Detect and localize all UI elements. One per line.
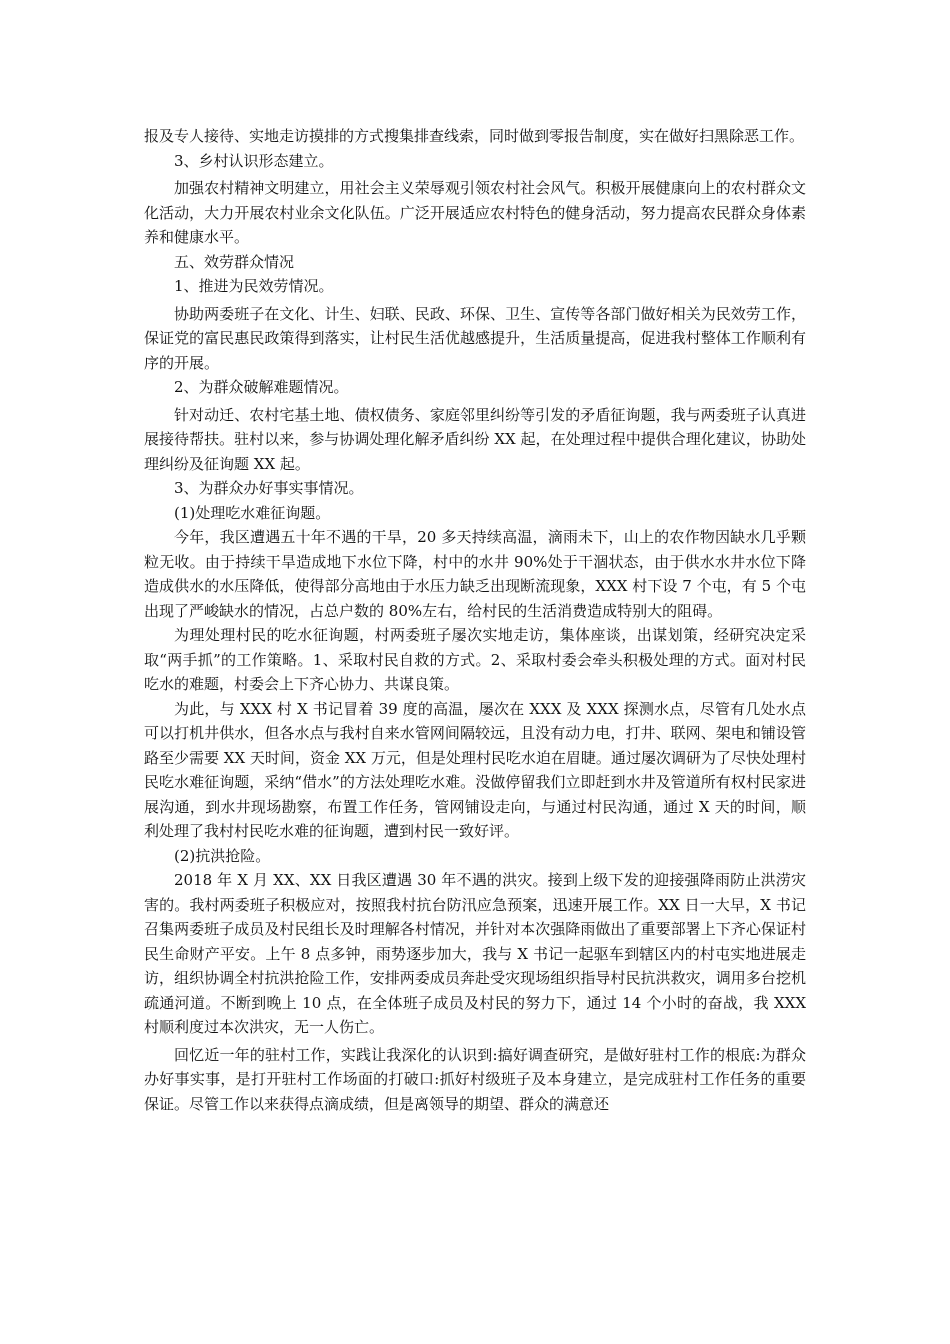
paragraph-drought: 今年，我区遭遇五十年不遇的干旱，20 多天持续高温，滴雨未下，山上的农作物因缺水几乎颗粒无收。由于持续干旱造成地下水位下降，村中的水井 90%处于干涸状态，由于供水水井水位下降造成供水的水压降低，使得部分高地由于水压力缺乏出现断流现象，XXX 村下设 7 个屯，有 5 个屯出现了严峻缺水的情况，占总户数的 80%左右，给村民的生活消费造成特别大的阻碍。 [144,528,806,620]
heading-water-problem: (1)处理吃水难征询题。 [174,503,331,522]
heading-flood-rescue: (2)抗洪抢险。 [174,846,271,865]
paragraph-flood: 2018 年 X 月 XX、XX 日我区遭遇 30 年不遇的洪灾。接到上级下发的迎接强降雨防止洪涝灾害的。我村两委班子积极应对，按照我村抗台防汛应急预案，迅速开展工作。XX 日一大早，X 书记召集两委班子成员及村民组长及时理解各村情况，并针对本次强降雨做出了重要部署上下齐心保证村民生命财产平安。上午 8 点多钟，雨势逐步加大，我与 X 书记一起驱车到辖区内的村屯实地进展走访，组织协调全村抗洪抢险工作，安排两委成员奔赴受灾现场组织指导村民抗洪救灾，调用多台挖机疏通河道。不断到晚上 10 点，在全体班子成员及村民的努力下，通过 14 个小时的奋战，我 XXX 村顺利度过本次洪灾，无一人伤亡。 [144,871,806,1036]
heading-solve-problems: 2、为群众破解难题情况。 [174,378,349,396]
paragraph-disputes: 针对动迁、农村宅基土地、债权债务、家庭邻里纠纷等引发的矛盾征询题，我与两委班子认真进展接待帮扶。驻村以来，参与协调处理化解矛盾纠纷 XX 起，在处理过程中提供合理化建议，协助处理纠纷及征询题 XX 起。 [144,405,806,473]
paragraph-assist-committees: 协助两委班子在文化、计生、妇联、民政、环保、卫生、宣传等各部门做好相关为民效劳工作，保证党的富民惠民政策得到落实，让村民生活优越感提升，生活质量提高，促进我村整体工作顺利有序的开展。 [144,304,806,372]
heading-promote-service: 1、推进为民效劳情况。 [174,277,334,295]
paragraph-civilization: 加强农村精神文明建立，用社会主义荣辱观引领农村社会风气。积极开展健康向上的农村群众文化活动，大力开展农村业余文化队伍。广泛开展适应农村特色的健身活动，努力提高农民群众身体素养和健康水平。 [144,179,806,246]
paragraph-water-strategy: 为理处理村民的吃水征询题，村两委班子屡次实地走访，集体座谈，出谋划策，经研究决定采取“两手抓”的工作策略。1、采取村民自救的方式。2、采取村委会牵头积极处理的方式。面对村民吃水的难题，村委会上下齐心协力、共谋良策。 [144,626,806,693]
paragraph-borrow-water: 为此，与 XXX 村 X 书记冒着 39 度的高温，屡次在 XXX 及 XXX 探测水点，尽管有几处水点可以打机井供水，但各水点与我村自来水管网间隔较远，且没有动力电，打井、联网、架电和铺设管路至少需要 XX 天时间，资金 XX 万元，但是处理村民吃水迫在眉睫。通过屡次调研为了尽快处理村民吃水难征询题，采纳“借水”的方法处理吃水难。没做停留我们立即赶到水井及管道所有权村民家进展沟通，到水井现场勘察，布置工作任务，管网铺设走向，与通过村民沟通，通过 X 天的时间，顺利处理了我村村民吃水难的征询题，遭到村民一致好评。 [144,699,806,840]
heading-practical-things: 3、为群众办好事实事情况。 [174,479,364,497]
heading-rural-ideology: 3、乡村认识形态建立。 [174,151,334,170]
document-body [144,124,806,1116]
paragraph-continuation: 报及专人接待、实地走访摸排的方式搜集排查线索，同时做到零报告制度，实在做好扫黑除恶工作。 [144,127,805,145]
heading-serving-masses: 五、效劳群众情况 [174,252,295,271]
paragraph-review: 回忆近一年的驻村工作，实践让我深化的认识到:搞好调查研究，是做好驻村工作的根底:为群众办好事实事，是打开驻村工作场面的打破口:抓好村级班子及本身建立，是完成驻村工作任务的重要保证。尽管工作以来获得点滴成绩，但是离领导的期望、群众的满意还 [144,1045,806,1113]
